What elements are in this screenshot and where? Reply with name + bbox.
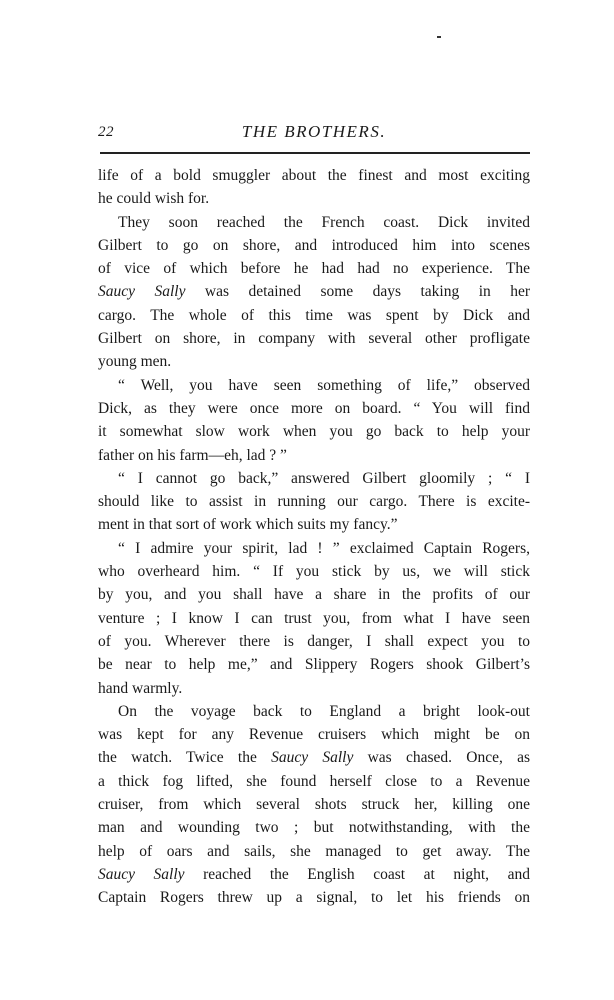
- text-line: by you, and you shall have a share in the profits of our: [98, 586, 530, 604]
- text-line: it somewhat slow work when you go back to help your: [98, 423, 530, 441]
- text-line: of vice of which before he had had no experience. The: [98, 260, 530, 278]
- text-line: of you. Wherever there is danger, I shall expect you to: [98, 632, 530, 650]
- header-rule: [100, 152, 530, 154]
- text-line: he could wish for.: [98, 190, 210, 208]
- text-line: ment in that sort of work which suits my fancy.”: [98, 516, 398, 534]
- text-line: help of oars and sails, she managed to get away. The: [98, 842, 530, 860]
- text-line: They soon reached the French coast. Dick invited: [118, 213, 530, 231]
- text-line: “ Well, you have seen something of life,” observed: [118, 376, 530, 394]
- text-line: life of a bold smuggler about the finest and most exciting: [98, 167, 530, 184]
- text-line: Captain Rogers threw up a signal, to let his friends on: [98, 889, 530, 907]
- text-line: cargo. The whole of this time was spent by Dick and: [98, 306, 530, 324]
- text-line: On the voyage back to England a bright look-out: [118, 702, 530, 720]
- text-run: reached the English coast at night, and: [184, 865, 530, 883]
- ship-name: Saucy Sally: [98, 865, 185, 883]
- text-line: should like to assist in running our cargo. There is excite-: [98, 493, 530, 511]
- print-speck: [437, 36, 441, 38]
- text-run: was detained some days taking in her: [185, 283, 530, 301]
- text-line: [98, 863, 530, 886]
- ship-name: Saucy Sally: [98, 283, 186, 301]
- text-line: cruiser, from which several shots struck her, killing one: [98, 796, 530, 814]
- running-head: [98, 122, 530, 144]
- ship-name: Saucy Sally: [271, 749, 354, 767]
- body-text: [98, 164, 530, 910]
- text-line: “ I admire your spirit, lad ! ” exclaimed Captain Rogers,: [118, 539, 530, 557]
- text-line: [98, 746, 530, 769]
- text-run: was chased. Once, as: [353, 749, 530, 767]
- text-line: Dick, as they were once more on board. “ You will find: [98, 399, 530, 417]
- page-number: 22: [98, 124, 114, 140]
- text-line: a thick fog lifted, she found herself close to a Revenue: [98, 772, 530, 790]
- text-line: be near to help me,” and Slippery Rogers shook Gilbert’s: [98, 656, 530, 674]
- text-line: young men.: [98, 353, 172, 371]
- text-run: the watch. Twice the: [98, 749, 272, 767]
- text-line: hand warmly.: [98, 679, 183, 697]
- text-line: was kept for any Revenue cruisers which might be on: [98, 726, 530, 744]
- text-line: venture ; I know I can trust you, from what I have seen: [98, 609, 530, 627]
- text-line: “ I cannot go back,” answered Gilbert gloomily ; “ I: [118, 469, 530, 487]
- text-line: Gilbert to go on shore, and introduced him into scenes: [98, 236, 530, 254]
- text-line: who overheard him. “ If you stick by us, we will stick: [98, 563, 530, 581]
- text-line: man and wounding two ; but notwithstanding, with the: [98, 819, 530, 837]
- text-line: father on his farm—eh, lad ? ”: [98, 446, 287, 464]
- text-line: Gilbert on shore, in company with several other profligate: [98, 330, 530, 348]
- running-title: THE BROTHERS.: [241, 122, 387, 141]
- text-line: [98, 280, 530, 303]
